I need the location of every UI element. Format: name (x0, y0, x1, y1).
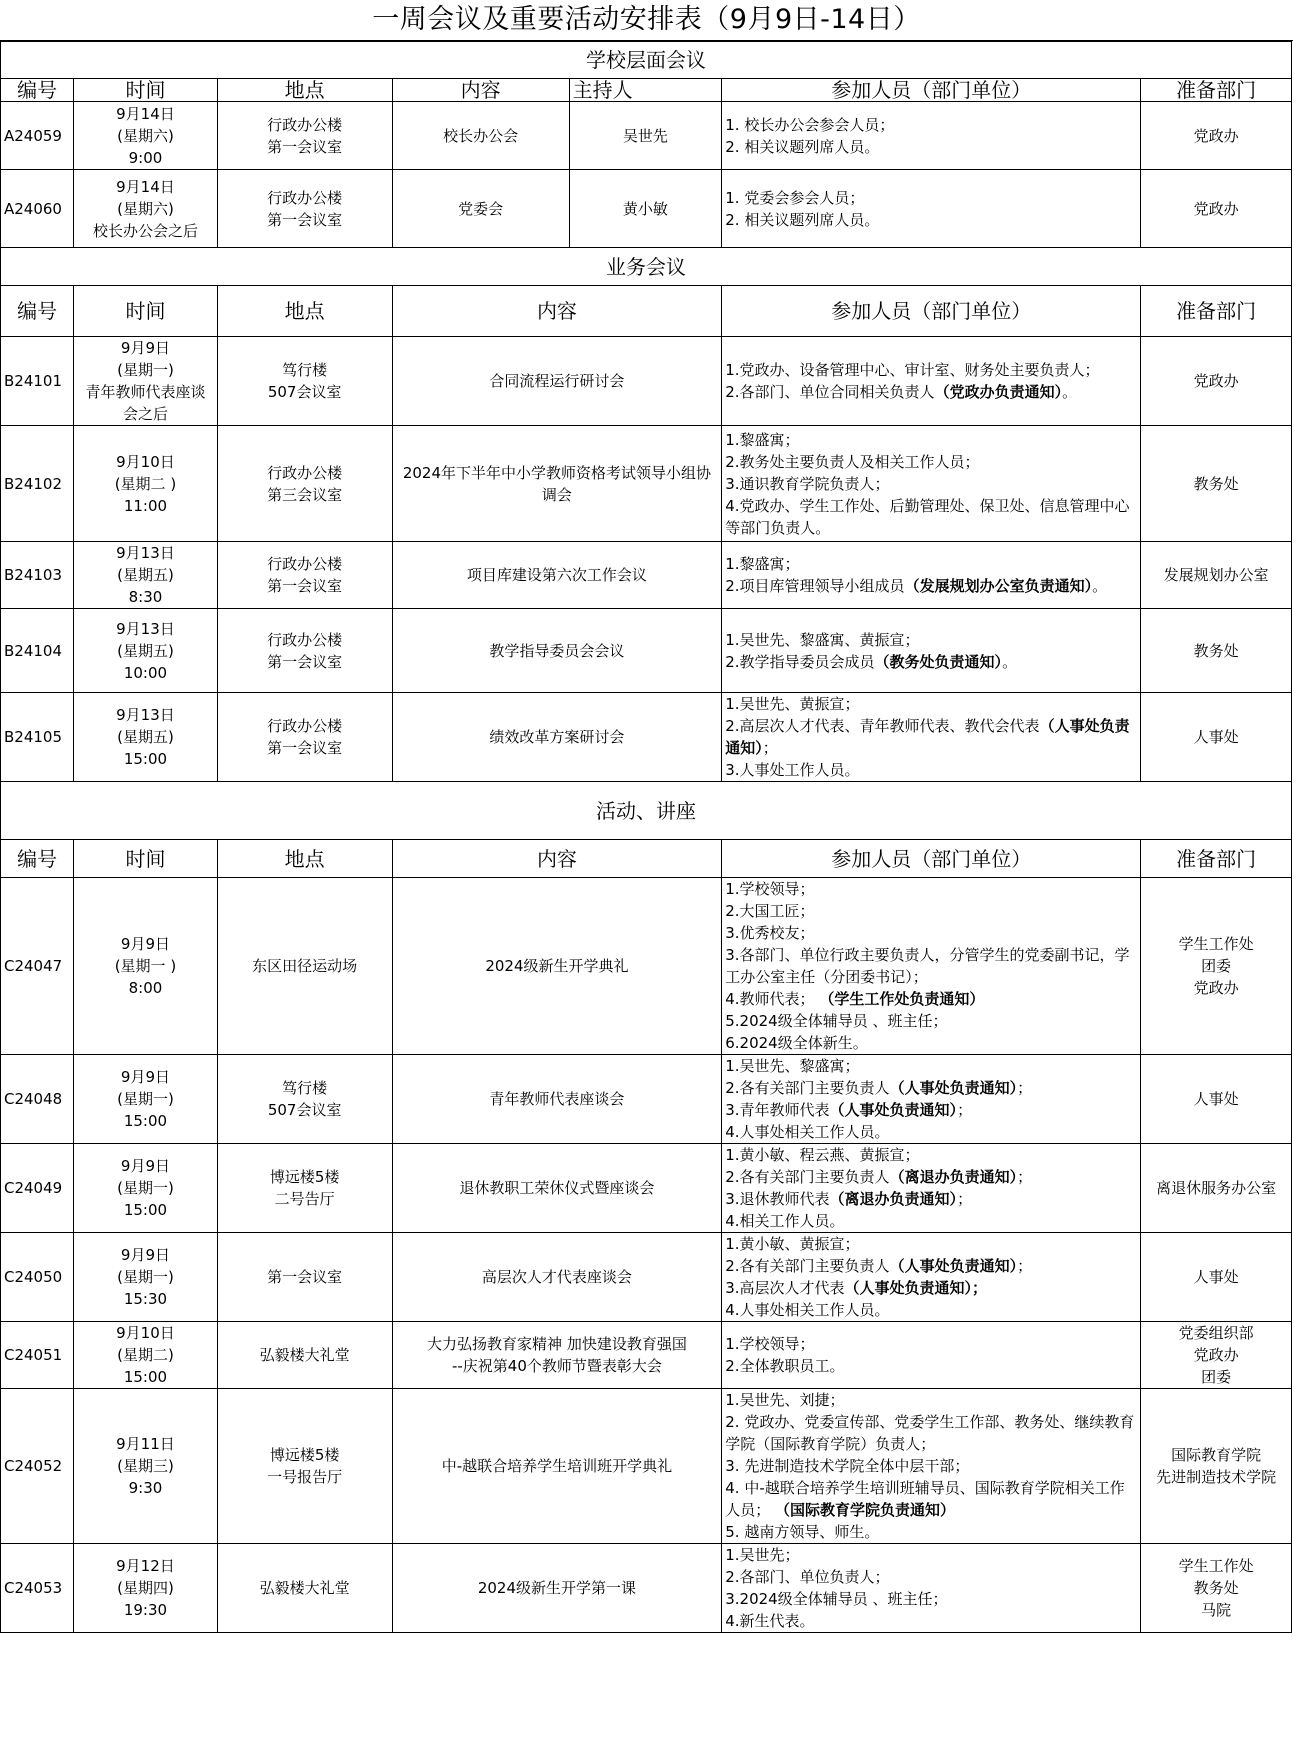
column-header: 参加人员（部门单位） (722, 840, 1141, 878)
meeting-attendees (722, 1389, 1141, 1544)
column-header: 编号 (1, 79, 74, 102)
table-row (1, 1544, 1292, 1633)
attendee-text: 2.教务处主要负责人及相关工作人员； (725, 452, 980, 471)
meeting-id: C24049 (1, 1144, 74, 1233)
column-header: 时间 (74, 286, 217, 337)
meeting-place: 笃行楼 507会议室 (217, 1055, 392, 1144)
column-header: 地点 (217, 840, 392, 878)
meeting-place: 行政办公楼 第一会议室 (217, 102, 392, 170)
notice-note: （国际教育学院负责通知） (775, 1501, 956, 1519)
notice-note: （人事处负责通知） (889, 1079, 1018, 1097)
prep-dept: 教务处 (1141, 609, 1292, 693)
prep-dept: 党政办 (1141, 170, 1292, 248)
meeting-content: 2024级新生开学第一课 (392, 1544, 722, 1633)
attendee-text: 2.各有关部门主要负责人 (725, 1079, 890, 1097)
attendee-text: 2. 相关议题列席人员。 (725, 137, 880, 156)
meeting-content: 党委会 (392, 170, 569, 248)
meeting-place: 行政办公楼 第一会议室 (217, 693, 392, 782)
attendee-text: ； (762, 739, 778, 757)
attendee-text: 3.青年教师代表 (725, 1101, 830, 1119)
meeting-place: 行政办公楼 第一会议室 (217, 170, 392, 248)
attendee-text: 4.人事处相关工作人员。 (725, 1123, 890, 1141)
attendee-text: 1. 党委会参会人员； (725, 188, 865, 207)
attendee-text: 。 (1002, 652, 1018, 671)
attendee-text: 1.学校领导； (725, 1335, 815, 1353)
meeting-attendees (722, 693, 1141, 782)
meeting-id: B24104 (1, 609, 74, 693)
meeting-place: 行政办公楼 第三会议室 (217, 426, 392, 542)
meeting-id: A24060 (1, 170, 74, 248)
attendee-text: 2.各部门、单位负责人； (725, 1568, 890, 1586)
table-row (1, 693, 1292, 782)
meeting-attendees (722, 1233, 1141, 1322)
meeting-attendees (722, 102, 1141, 170)
header-row (1, 840, 1292, 878)
meeting-id: C24053 (1, 1544, 74, 1633)
attendee-text: 3.各部门、单位行政主要负责人，分管学生的党委副书记，学工办公室主任（分团委书记）； (725, 946, 1130, 986)
meeting-attendees (722, 542, 1141, 609)
notice-note: （教务处负责通知） (874, 652, 1003, 671)
meeting-attendees (722, 1322, 1141, 1389)
meeting-place: 弘毅楼大礼堂 (217, 1322, 392, 1389)
meeting-time: 9月9日 (星期一 ) 8:00 (74, 878, 217, 1055)
column-header: 内容 (392, 286, 722, 337)
attendee-text: 2.各部门、单位合同相关负责人 (725, 383, 935, 401)
notice-note: （学生工作处负责通知） (819, 990, 985, 1008)
meeting-content: 中-越联合培养学生培训班开学典礼 (392, 1389, 722, 1544)
meeting-id: B24105 (1, 693, 74, 782)
column-header: 地点 (217, 286, 392, 337)
attendee-text: 4.人事处相关工作人员。 (725, 1301, 890, 1319)
meeting-content: 教学指导委员会会议 (392, 609, 722, 693)
meeting-content: 退休教职工荣休仪式暨座谈会 (392, 1144, 722, 1233)
attendee-text: 1.学校领导； (725, 880, 815, 898)
attendee-text: ； (957, 1190, 973, 1208)
meeting-place: 行政办公楼 第一会议室 (217, 542, 392, 609)
attendee-text: 4.教师代表； (725, 990, 820, 1008)
meeting-time: 9月13日 (星期五) 8:30 (74, 542, 217, 609)
attendee-text: 2.项目库管理领导小组成员 (725, 577, 905, 595)
section-title: 活动、讲座 (1, 782, 1292, 840)
table-row (1, 878, 1292, 1055)
attendee-text: 2. 相关议题列席人员。 (725, 210, 880, 229)
table-row (1, 1389, 1292, 1544)
attendee-text: 6.2024级全体新生。 (725, 1034, 868, 1052)
meeting-content: 2024年下半年中小学教师资格考试领导小组协调会 (392, 426, 722, 542)
meeting-attendees (722, 609, 1141, 693)
table-row (1, 426, 1292, 542)
meeting-attendees (722, 426, 1141, 542)
attendee-text: 1.黎盛寓； (725, 555, 800, 573)
attendee-text: ； (957, 1101, 973, 1119)
meeting-time: 9月11日 (星期三) 9:30 (74, 1389, 217, 1544)
attendee-text: 5.2024级全体辅导员 、班主任； (725, 1012, 948, 1030)
notice-note: （人事处负责通知） (725, 717, 1130, 757)
meeting-id: B24102 (1, 426, 74, 542)
attendee-text: 1.吴世先、黄振宣； (725, 695, 860, 713)
column-header: 参加人员（部门单位） (722, 286, 1141, 337)
meeting-id: A24059 (1, 102, 74, 170)
meeting-time: 9月13日 (星期五) 10:00 (74, 609, 217, 693)
header-row (1, 79, 1292, 102)
notice-note: （党政办负责通知） (934, 383, 1063, 401)
meeting-place: 东区田径运动场 (217, 878, 392, 1055)
table-row (1, 542, 1292, 609)
schedule-table (0, 41, 1292, 1633)
attendee-text: ； (1017, 1168, 1033, 1186)
prep-dept: 学生工作处 团委 党政办 (1141, 878, 1292, 1055)
attendee-text: 2.大国工匠； (725, 902, 815, 920)
meeting-attendees (722, 1055, 1141, 1144)
table-row (1, 1233, 1292, 1322)
meeting-time: 9月9日 (星期一) 15:00 (74, 1144, 217, 1233)
column-header: 内容 (392, 840, 722, 878)
meeting-attendees (722, 1144, 1141, 1233)
notice-note: （离退办负责通知） (829, 1190, 958, 1208)
notice-note: （人事处负责通知） (829, 1101, 958, 1119)
attendee-text: 2.高层次人才代表、青年教师代表、教代会代表 (725, 717, 1040, 735)
meeting-time: 9月13日 (星期五) 15:00 (74, 693, 217, 782)
notice-note: （人事处负责通知） (889, 1257, 1018, 1275)
attendee-text: 3. 先进制造技术学院全体中层干部； (725, 1457, 970, 1475)
attendee-text: ； (1017, 1257, 1033, 1275)
attendee-text: 4.党政办、学生工作处、后勤管理处、保卫处、信息管理中心等部门负责人。 (725, 496, 1130, 537)
notice-note: （发展规划办公室负责通知） (904, 577, 1093, 595)
prep-dept: 学生工作处 教务处 马院 (1141, 1544, 1292, 1633)
prep-dept: 人事处 (1141, 693, 1292, 782)
attendee-text: 1.党政办、设备管理中心、审计室、财务处主要负责人； (725, 361, 1100, 379)
attendee-text: 2. 党政办、党委宣传部、党委学生工作部、教务处、继续教育学院（国际教育学院）负责人； (725, 1413, 1135, 1453)
column-header: 准备部门 (1141, 79, 1292, 102)
meeting-time: 9月14日 (星期六) 校长办公会之后 (74, 170, 217, 248)
attendee-text: 2.全体教职员工。 (725, 1357, 845, 1375)
meeting-time: 9月12日 (星期四) 19:30 (74, 1544, 217, 1633)
meeting-content: 青年教师代表座谈会 (392, 1055, 722, 1144)
meeting-content: 2024级新生开学典礼 (392, 878, 722, 1055)
column-header: 准备部门 (1141, 286, 1292, 337)
meeting-content: 大力弘扬教育家精神 加快建设教育强国 --庆祝第40个教师节暨表彰大会 (392, 1322, 722, 1389)
attendee-text: 3.通识教育学院负责人； (725, 474, 890, 493)
meeting-id: C24052 (1, 1389, 74, 1544)
column-header: 准备部门 (1141, 840, 1292, 878)
header-row (1, 286, 1292, 337)
attendee-text: 1.黄小敏、程云燕、黄振宣； (725, 1146, 920, 1164)
notice-note: （人事处负责通知）； (844, 1279, 988, 1297)
meeting-time: 9月9日 (星期一) 15:00 (74, 1055, 217, 1144)
meeting-id: C24051 (1, 1322, 74, 1389)
meeting-place: 第一会议室 (217, 1233, 392, 1322)
attendee-text: 1. 校长办公会参会人员； (725, 115, 895, 134)
table-row (1, 102, 1292, 170)
meeting-host: 黄小敏 (569, 170, 722, 248)
attendee-text: 4. 中-越联合培养学生培训班辅导员、国际教育学院相关工作人员； (725, 1479, 1125, 1519)
prep-dept: 国际教育学院 先进制造技术学院 (1141, 1389, 1292, 1544)
meeting-id: C24048 (1, 1055, 74, 1144)
attendee-text: 5. 越南方领导、师生。 (725, 1523, 880, 1541)
meeting-time: 9月9日 (星期一) 青年教师代表座谈 会之后 (74, 337, 217, 426)
meeting-attendees (722, 1544, 1141, 1633)
attendee-text: 3.人事处工作人员。 (725, 761, 860, 779)
meeting-place: 博远楼5楼 二号告厅 (217, 1144, 392, 1233)
meeting-id: C24050 (1, 1233, 74, 1322)
column-header: 编号 (1, 286, 74, 337)
table-row (1, 1322, 1292, 1389)
prep-dept: 党政办 (1141, 337, 1292, 426)
attendee-text: 1.吴世先、黎盛寓； (725, 1057, 860, 1075)
meeting-content: 项目库建设第六次工作会议 (392, 542, 722, 609)
column-header: 时间 (74, 840, 217, 878)
section-title-row (1, 42, 1292, 79)
section-title-row (1, 782, 1292, 840)
prep-dept: 教务处 (1141, 426, 1292, 542)
prep-dept: 人事处 (1141, 1233, 1292, 1322)
table-row (1, 1055, 1292, 1144)
attendee-text: 4.新生代表。 (725, 1612, 815, 1630)
meeting-content: 高层次人才代表座谈会 (392, 1233, 722, 1322)
attendee-text: 1.黎盛寓； (725, 430, 800, 449)
attendee-text: 1.吴世先、黎盛寓、黄振宣； (725, 630, 920, 649)
attendee-text: 3.优秀校友； (725, 924, 815, 942)
attendee-text: 1.吴世先； (725, 1546, 800, 1564)
prep-dept: 人事处 (1141, 1055, 1292, 1144)
attendee-text: 1.吴世先、刘捷； (725, 1391, 845, 1409)
meeting-host: 吴世先 (569, 102, 722, 170)
prep-dept: 发展规划办公室 (1141, 542, 1292, 609)
attendee-text: 4.相关工作人员。 (725, 1212, 845, 1230)
meeting-time: 9月9日 (星期一) 15:30 (74, 1233, 217, 1322)
attendee-text: 2.各有关部门主要负责人 (725, 1168, 890, 1186)
section-title: 学校层面会议 (1, 42, 1292, 79)
attendee-text: 3.2024级全体辅导员 、班主任； (725, 1590, 948, 1608)
prep-dept: 党委组织部 党政办 团委 (1141, 1322, 1292, 1389)
notice-note: （离退办负责通知） (889, 1168, 1018, 1186)
column-header: 参加人员（部门单位） (722, 79, 1141, 102)
meeting-content: 合同流程运行研讨会 (392, 337, 722, 426)
meeting-content: 校长办公会 (392, 102, 569, 170)
column-header: 地点 (217, 79, 392, 102)
column-header: 内容 (392, 79, 569, 102)
attendee-text: 3.退休教师代表 (725, 1190, 830, 1208)
meeting-place: 弘毅楼大礼堂 (217, 1544, 392, 1633)
column-header: 主持人 (569, 79, 722, 102)
meeting-attendees (722, 337, 1141, 426)
prep-dept: 党政办 (1141, 102, 1292, 170)
attendee-text: 。 (1092, 577, 1108, 595)
attendee-text: 。 (1062, 383, 1078, 401)
meeting-id: B24101 (1, 337, 74, 426)
prep-dept: 离退休服务办公室 (1141, 1144, 1292, 1233)
meeting-time: 9月14日 (星期六) 9:00 (74, 102, 217, 170)
meeting-place: 笃行楼 507会议室 (217, 337, 392, 426)
attendee-text: 2.教学指导委员会成员 (725, 652, 875, 671)
section-title: 业务会议 (1, 248, 1292, 286)
column-header: 编号 (1, 840, 74, 878)
table-row (1, 609, 1292, 693)
meeting-attendees (722, 170, 1141, 248)
attendee-text: ； (1017, 1079, 1033, 1097)
meeting-time: 9月10日 (星期二) 15:00 (74, 1322, 217, 1389)
meeting-place: 行政办公楼 第一会议室 (217, 609, 392, 693)
table-row (1, 1144, 1292, 1233)
column-header: 时间 (74, 79, 217, 102)
attendee-text: 2.各有关部门主要负责人 (725, 1257, 890, 1275)
meeting-attendees (722, 878, 1141, 1055)
meeting-content: 绩效改革方案研讨会 (392, 693, 722, 782)
table-row (1, 337, 1292, 426)
meeting-place: 博远楼5楼 一号报告厅 (217, 1389, 392, 1544)
meeting-id: B24103 (1, 542, 74, 609)
page-title: 一周会议及重要活动安排表（9月9日-14日） (0, 0, 1293, 41)
meeting-id: C24047 (1, 878, 74, 1055)
attendee-text: 3.高层次人才代表 (725, 1279, 845, 1297)
section-title-row (1, 248, 1292, 286)
attendee-text: 1.黄小敏、黄振宣； (725, 1235, 860, 1253)
table-row (1, 170, 1292, 248)
meeting-time: 9月10日 (星期二 ) 11:00 (74, 426, 217, 542)
